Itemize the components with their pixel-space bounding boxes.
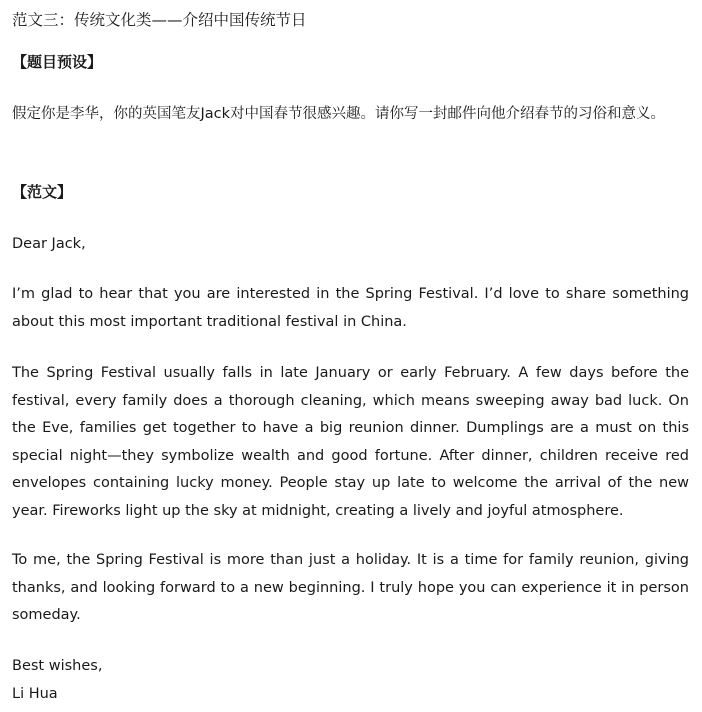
document-title: 范文三：传统文化类——介绍中国传统节日 [12, 11, 307, 29]
prompt-heading: 【题目预设】 [12, 53, 103, 71]
letter-closing: Best wishes, [12, 658, 103, 674]
sample-heading: 【范文】 [12, 183, 73, 201]
letter-paragraph-1: I’m glad to hear that you are interested in the Spring Festival. I’d love to share something about this most important traditional festival in China. [12, 286, 689, 330]
letter-paragraph-2: The Spring Festival usually falls in late January or early February. A few days before the festival, every family does a thorough cleaning, which means sweeping away bad luck. On the Eve, families get together to have a big reunion dinner. Dumplings are a must on this special night—they symbolize wealth and good fortune. After dinner, children receive red envelopes containing lucky money. People stay up late to welcome the arrival of the new year. Fireworks light up the sky at midnight, creating a lively and joyful atmosphere. [12, 365, 689, 519]
letter-paragraph-3: To me, the Spring Festival is more than just a holiday. It is a time for family reunion, giving thanks, and looking forward to a new beginning. I truly hope you can experience it in person someday. [12, 552, 689, 623]
letter-signature: Li Hua [12, 686, 58, 702]
prompt-text: 假定你是李华，你的英国笔友Jack对中国春节很感兴趣。请你写一封邮件向他介绍春节的习俗和意义。 [12, 106, 666, 122]
letter-greeting: Dear Jack, [12, 236, 86, 252]
